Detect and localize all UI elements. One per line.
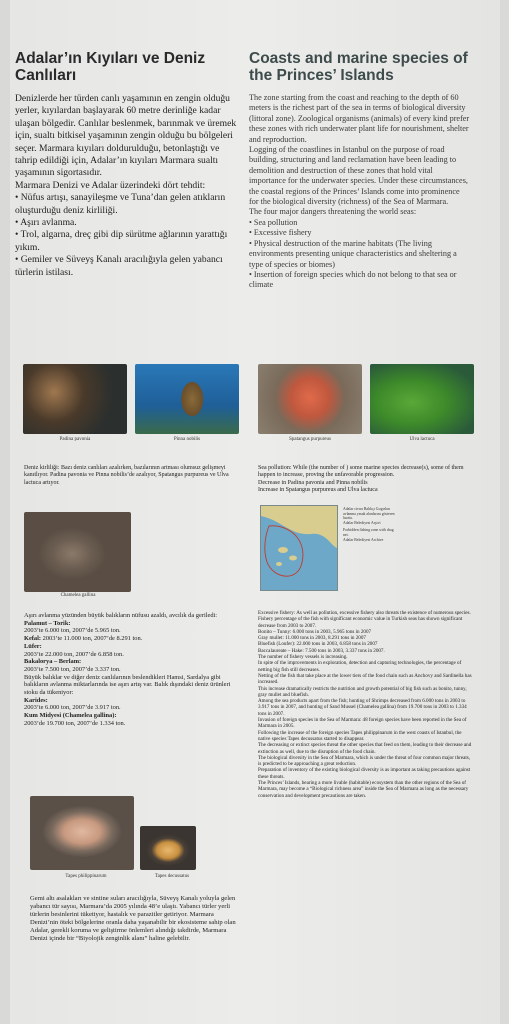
species-name: Kefal: <box>24 635 42 643</box>
pinna-nobilis-photo <box>135 364 239 434</box>
tapes-philippinarum-photo <box>30 796 134 870</box>
fishery-text: Bonito – Tunny: 6.000 tons in 2003, 5.965 tons in 2007 <box>258 628 372 635</box>
fishery-english <box>258 610 474 799</box>
pollution-english <box>258 465 472 495</box>
intro-paragraph: Logging of the coastlines in Istanbul on the purpose of road building, structuring and land reclamation have been leading to demolition and destruction of these zones that hold vital importance for the underwater species. Under these circumstances, the coastal regions of the Princes’ Islands come into prominence for the biological diversity (richness) of the Sea of Marmara. <box>249 145 468 207</box>
fishery-text: This increase dramatically restricts the nutrition and growth potential of big fish such as bonito, tunny, gray mullet and bluefish. <box>258 685 467 698</box>
fishery-text: Among the sea products apart from the fish; hunting of Shrimps decreased from 6.000 tons in 2003 to 3.917 tons in 2007, and hunting of Sand Mussel (Chamelea gallina) from 19.700 tons in 2003 to 1.334 tons in 2007. <box>258 698 467 717</box>
photo-caption: Chamelea gallina <box>60 593 96 598</box>
threat-item: • Nüfus artışı, sanayileşme ve Tuna’dan gelen atıkların oluşturduğu deniz kirliliği. <box>15 192 226 216</box>
pollution-text: Sea pollution: While (the number of ) some marine species decrease(s), some of them happen to increase, proving the unfavorable progression. <box>258 465 464 479</box>
species-name: Lüfer: <box>24 642 42 650</box>
species-value: 2003’te 11.000 ton, 2007’de 8.291 ton. <box>42 635 143 643</box>
fishery-text: Following the increase of the foreign species Tapes philippinarum in the west coasts of Istanbul, the native species Tapes decussatus started to disappear. <box>258 729 462 742</box>
title-turkish: Adalar’ın Kıyıları ve Deniz Canlıları <box>15 50 206 84</box>
species-value: 2003’te 22.000 ton, 2007’de 6.858 ton. <box>24 650 124 658</box>
threat-item: • Excessive fishery <box>249 228 312 238</box>
intro-paragraph: The zone starting from the coast and reaching to the depth of 60 meters is the richest part of the sea in terms of biological diversity (littoral zone). Zoological organisms (animals) of every kind prefer these zones with rich underwater plant life for nourishment, shelter and reproduction. <box>249 93 470 144</box>
threats-heading: Marmara Denizi ve Adalar üzerindeki dört tehdit: <box>15 179 206 191</box>
pollution-text: Decrease in Padina pavonia and Pinna nobilis <box>258 479 368 486</box>
title-english: Coasts and marine species of the Princes’ Islands <box>249 50 468 84</box>
map-legend-en: Forbidden fishing zone with drag net. <box>343 528 394 537</box>
tapes-decussatus-photo <box>140 826 196 870</box>
map-graphic <box>261 506 337 590</box>
map-legend-source: Adalar Belediyesi Arşivi <box>343 520 381 525</box>
fishery-text: Preparation of inventory of the existing biological diversity is as important as taking precautions against these threats. <box>258 767 471 780</box>
species-name: Palamut – Torik: <box>24 619 71 627</box>
intro-turkish <box>15 93 237 279</box>
map-legend-tr: Adalar civarı Balıkçı Gırgırları avlanma yasak alanlarını gösteren harita. <box>343 507 395 521</box>
photo-caption: Tapes philippinarum <box>65 874 107 879</box>
fishery-text: Excessive fishery: As well as pollution, excessive fishery also threats the existence of numerous species. <box>258 610 471 616</box>
padina-pavonia-photo <box>23 364 127 434</box>
photo-caption: Tapes decussatus <box>154 874 190 879</box>
threats-heading: The four major dangers threatening the world seas: <box>249 207 417 217</box>
left-column <box>15 50 237 279</box>
fishery-text: Baccalaureate – Hake: 7.500 tons in 2003, 3.337 tons in 2007. <box>258 647 385 654</box>
fishery-text: The Princes’ Islands, bearing a more livable (habitable) ecosystem than the other regions of the Sea of Marmara, may become a “Biological richness area” inside the Sea of Marmara as long as the necessary conservation and development precautions are taken. <box>258 780 469 799</box>
photo-caption: Ulva lactuca <box>409 437 435 442</box>
threat-item: • Gemiler ve Süveyş Kanalı aracılığıyla gelen yabancı türlerin istilası. <box>15 254 223 278</box>
fishery-text: Netting of the fish that take place at the lower tiers of the food chain such as Anchovy and Sardinella has increased. <box>258 672 472 686</box>
fishery-intro: Aşırı avlanma yüzünden büyük balıkların nüfusu azaldı, avcılık da geriledi: <box>24 612 218 619</box>
species-name: Karides: <box>24 696 48 704</box>
threat-item: • Sea pollution <box>249 217 298 227</box>
fishery-turkish <box>24 612 238 728</box>
species-value: 2003’te 7.500 ton, 2007’de 3.337 ton. <box>24 665 121 673</box>
species-value: 2003’te 6.000 ton, 2007’de 3.917 ton. <box>24 704 121 712</box>
fishery-text: Fishery percentage of the fish with significant economic value in Turkish seas has shown significant decrease from 2003 to 2007. <box>258 616 463 629</box>
spatangus-purpureus-photo <box>258 364 362 434</box>
species-value: 2003’de 19.700 ton, 2007’de 1.334 ton. <box>24 719 126 727</box>
map-legend-source: Adalar Belediyesi Archive <box>343 537 384 542</box>
species-name: Bakalorya – Berlam: <box>24 658 82 666</box>
fishery-text: In spite of the improvements in exploration, detection and capturing technologies, the percentage of netting big fish still decreases. <box>258 660 462 673</box>
threat-item: • Trol, algarna, dreç gibi dip sürütme ağlarının yarattığı yıkım. <box>15 229 228 253</box>
ulva-lactuca-photo <box>370 364 474 434</box>
invasive-turkish: Gemi altı asalakları ve sintine suları aracılığıyla, Süveyş Kanalı yoluyla gelen yabancı tür sayısı, Marmara’da 2005 yılında 48’e ulaştı. Yabancı türler yerli türlerin besinlerini tüketiyor, hastalık ve parazitler getiriyor. Marmara Denizi’nin öteki bölgelerine oranla daha yaşanabilir bir ekosisteme sahip olan Adalar, gerekli koruma ve geliştirme önlemleri alındığı takdirde, Marmara Denizi içinde bir “Biyolojik zenginlik alanı” haline gelebilir. <box>30 895 236 942</box>
right-column <box>249 50 471 291</box>
species-value: 2003’te 6.000 ton, 2007’de 5.965 ton. <box>24 627 121 635</box>
photo-caption: Spatangus purpureus <box>289 437 331 442</box>
map-legend <box>343 507 399 542</box>
pollution-turkish: Deniz kirliliği: Bazı deniz canlıları azalırken, bazılarının artması olumsuz gelişmeyi kanıtlıyor. Padina pavonia ve Pinna nobilis’de azalıyor, Spatangus purpureus ve Ulva lactuca artıyor. <box>24 465 229 486</box>
fishery-text: Invasion of foreign species in the Sea of Marmara: 48 foreign species have been reported in the Sea of Marmara in 2005. <box>258 717 467 730</box>
threat-item: • Insertion of foreign species which do not belong to that sea or climate <box>249 269 457 290</box>
species-name: Kum Midyesi (Chamelea gallina): <box>24 712 117 720</box>
fishery-text: Bluefish (Loufer): 22.000 tons in 2003, 6.858 tons in 2007 <box>258 641 378 648</box>
chamelea-gallina-photo <box>24 512 131 592</box>
fishery-text: The number of fishery vessels is increasing. <box>258 654 348 661</box>
intro-english <box>249 93 471 291</box>
threat-item: • Physical destruction of the marine habitats (The living environments presenting unique characteristics and sheltering a type of species or biomes) <box>249 238 457 269</box>
pollution-text: Increase in Spatangus purpureus and Ulva lactuca <box>258 487 378 494</box>
fishing-zone-map <box>260 505 338 591</box>
threat-item: • Aşırı avlanma. <box>15 217 77 229</box>
fishery-text: The decreasing or extinct species threat the other species that feed on them, leading to their decrease and extinction as well, due to the disruption of the food chain. <box>258 742 472 755</box>
photo-caption: Pinna nobilis <box>173 437 201 442</box>
fishery-text: The biological diversity in the Sea of Marmara, which is under the threat of four common major threats, is predicted to be approaching a great reduction. <box>258 754 471 768</box>
fishery-middle: Büyük balıklar ve diğer deniz canlılarının beslendikleri Hamsi, Sardalya gibi balıkların avlanma miktarlarında ise aşırı artış var. Balık dışındaki deniz ürünleri stoku da tükeniyor: <box>24 673 231 697</box>
photo-caption: Padina pavonia <box>59 437 91 442</box>
fishery-text: Gray mullet: 11.000 tons in 2003, 8.291 tons in 2007 <box>258 635 366 642</box>
intro-paragraph: Denizlerde her türden canlı yaşamının en zengin olduğu yerler, kıyılardan başlayarak 60 metre derinliğe kadar ulaşan bölgedir. Canlılar beslenmek, barınmak ve üremek için, sualtı bitkisel yaşamının zengin olduğu bu bölgeleri seçer. Marmara kıyıları doldurulduğu, betonlaştığı ve tahrip edildiği için, Adalar’ın kıyıları Marmara sualtı yaşamının sigortasıdır. <box>15 93 237 179</box>
